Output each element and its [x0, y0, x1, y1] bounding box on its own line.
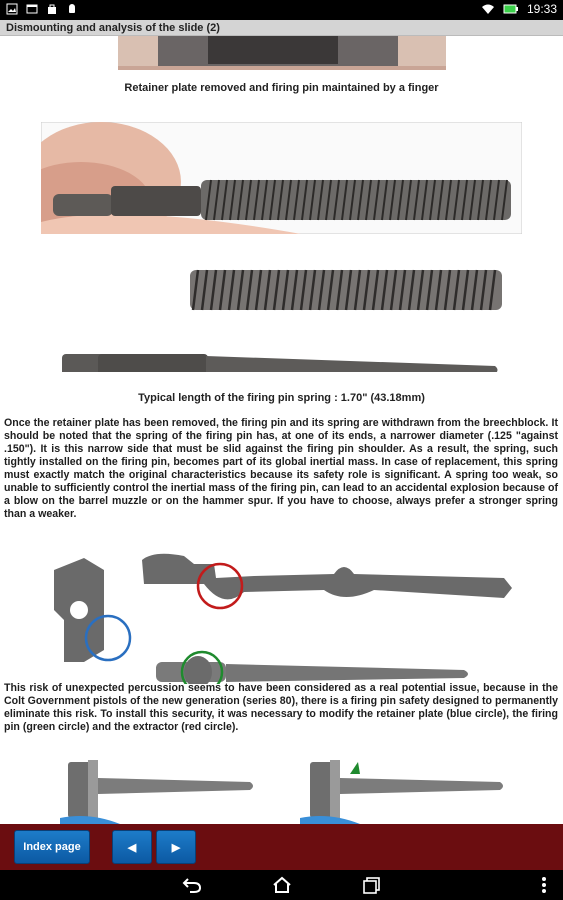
paragraph-safety: This risk of unexpected percussion seems to have been considered as a real potential issue, because in the Colt Government pistols of the new generation (series 80), there is a firing pin safety designed to permanently eliminate this risk. To install this security, it was necessary to modify the retainer plate (blue circle), the firing pin (green circle) and the extractor (red circle).	[4, 682, 558, 733]
back-icon[interactable]	[180, 874, 204, 896]
photo-caption-1: Retainer plate removed and firing pin maintained by a finger	[124, 82, 439, 94]
android-icon	[66, 3, 78, 15]
previous-page-button[interactable]: ◀	[112, 830, 152, 864]
slide-photo-top	[118, 36, 446, 70]
wifi-icon	[481, 3, 495, 15]
more-options-icon[interactable]	[532, 874, 556, 896]
firing-pin-safety-diagram	[60, 758, 510, 824]
window-icon	[26, 3, 38, 15]
photo-caption-2: Typical length of the firing pin spring : 1.70" (43.18mm)	[138, 392, 425, 404]
index-page-button[interactable]: Index page	[14, 830, 90, 864]
paragraph-spring: Once the retainer plate has been removed, the firing pin and its spring are withdrawn from the breechblock. It should be noted that the spring of the firing pin has, at one of its ends, a narrower diameter (.125 "against .150"). It is this narrow side that must be slid against the firing pin shoulder. As a result, the spring, such tightly installed on the firing pin, becomes part of its global inertial mass. In case of replacement, this spring must exactly match the original characteristics because its safety role is significant. A spring too weak, so unable to sufficiently control the inertial mass of the firing pin, can lead to an accidental explosion because of a blow on the barrel muzzle or on the hammer spur. If you have to choose, always prefer a stronger spring than a weaker.	[4, 417, 558, 520]
next-page-button[interactable]: ▶	[156, 830, 196, 864]
recent-apps-icon[interactable]	[360, 874, 384, 896]
battery-icon	[503, 3, 519, 15]
safety-parts-diagram	[44, 550, 518, 684]
system-nav-bar	[0, 870, 563, 900]
page-title: Dismounting and analysis of the slide (2)	[0, 20, 563, 36]
status-bar	[0, 0, 563, 20]
firing-pin-finger-photo	[41, 122, 522, 234]
image-icon	[6, 3, 18, 15]
home-icon[interactable]	[270, 874, 294, 896]
bottom-action-bar	[0, 824, 563, 870]
shopping-bag-icon	[46, 3, 58, 15]
content-area[interactable]	[0, 36, 563, 824]
status-time: 19:33	[526, 2, 557, 16]
spring-and-pin-photo	[40, 262, 510, 372]
